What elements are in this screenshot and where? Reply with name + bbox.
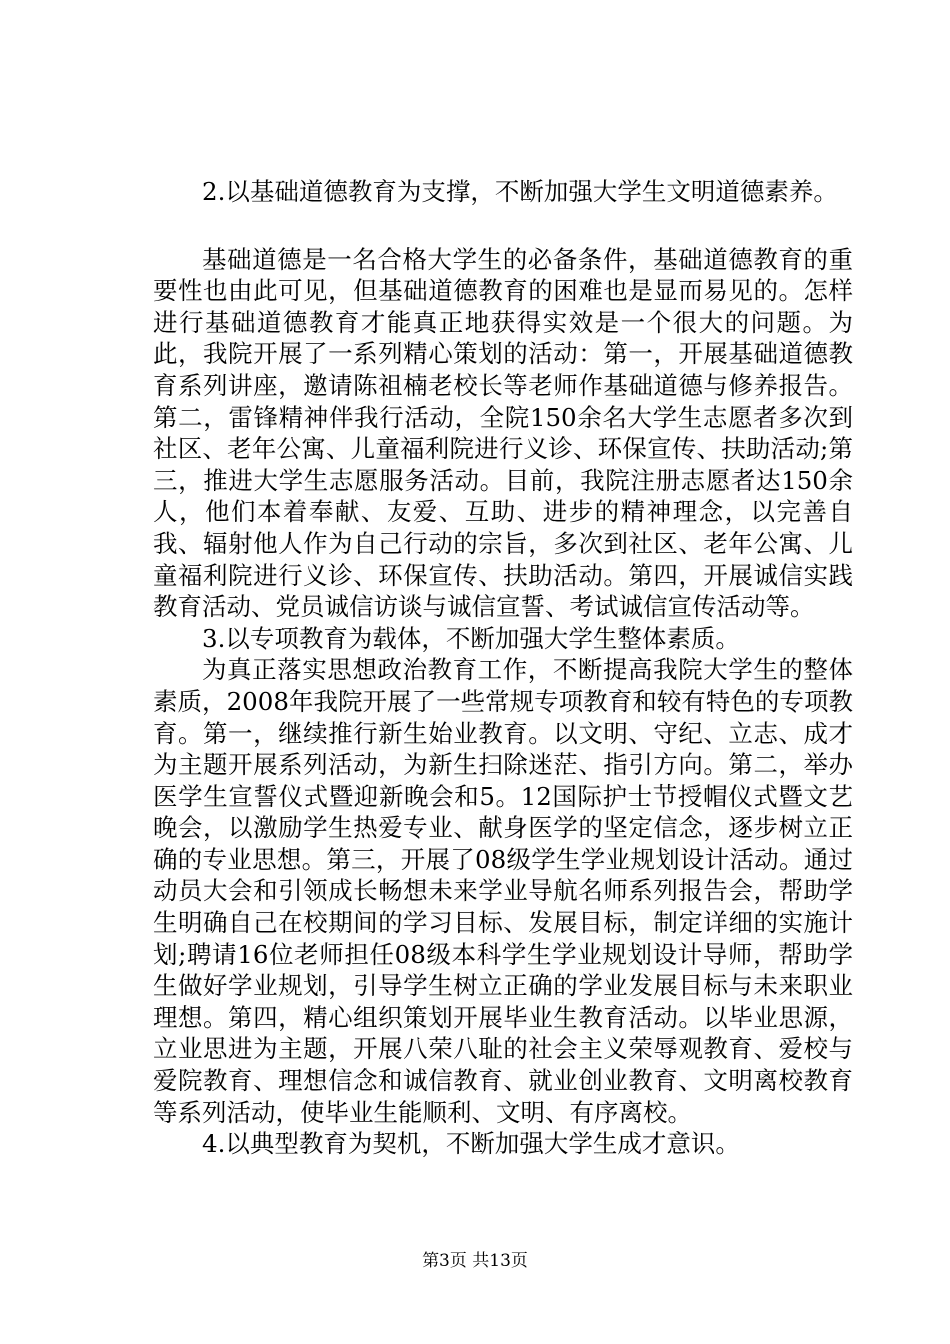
section-paragraph-3: 为真正落实思想政治教育工作，不断提高我院大学生的整体素质，2008年我院开展了一些常规专项教育和较有特色的专项教育。第一，继续推行新生始业教育。以文明、守纪、立志、成才为主题开展系列活动，为新生扫除迷茫、指引方向。第二，举办医学生宣誓仪式暨迎新晚会和5。12国际护士节授帽仪式暨文艺晚会，以激励学生热爱专业、献身医学的坚定信念，逐步树立正确的专业思想。第三，开展了08级学生学业规划设计活动。通过动员大会和引领成长畅想未来学业导航名师系列报告会，帮助学生明确自己在校期间的学习目标、发展目标，制定详细的实施计划;聘请16位老师担任08级本科学生学业规划设计导师，帮助学生做好学业规划，引导学生树立正确的学业发展目标与未来职业理想。第四，精心组织策划开展毕业生教育活动。以毕业思源，立业思进为主题，开展八荣八耻的社会主义荣辱观教育、爱校与爱院教育、理想信念和诚信教育、就业创业教育、文明离校教育等系列活动，使毕业生能顺利、文明、有序离校。 xyxy=(153,655,853,1127)
page-footer xyxy=(0,1251,950,1271)
section-paragraph-2: 基础道德是一名合格大学生的必备条件，基础道德教育的重要性也由此可见，但基础道德教育的困难也是显而易见的。怎样进行基础道德教育才能真正地获得实效是一个很大的问题。为此，我院开展了一系列精心策划的活动：第一，开展基础道德教育系列讲座，邀请陈祖楠老校长等老师作基础道德与修养报告。第二，雷锋精神伴我行活动，全院150余名大学生志愿者多次到社区、老年公寓、儿童福利院进行义诊、环保宣传、扶助活动;第三，推进大学生志愿服务活动。目前，我院注册志愿者达150余人，他们本着奉献、友爱、互助、进步的精神理念，以完善自我、辐射他人作为自己行动的宗旨，多次到社区、老年公寓、儿童福利院进行义诊、环保宣传、扶助活动。第四，开展诚信实践教育活动、党员诚信访谈与诚信宣誓、考试诚信宣传活动等。 xyxy=(153,244,853,622)
section-heading-2: 2.以基础道德教育为支撑，不断加强大学生文明道德素养。 xyxy=(202,177,838,206)
section-heading-4: 4.以典型教育为契机，不断加强大学生成才意识。 xyxy=(202,1129,740,1159)
section-heading-3: 3.以专项教育为载体，不断加强大学生整体素质。 xyxy=(202,623,740,653)
document-body xyxy=(153,176,853,1160)
page-number-label: 第3页 共13页 xyxy=(422,1251,528,1271)
